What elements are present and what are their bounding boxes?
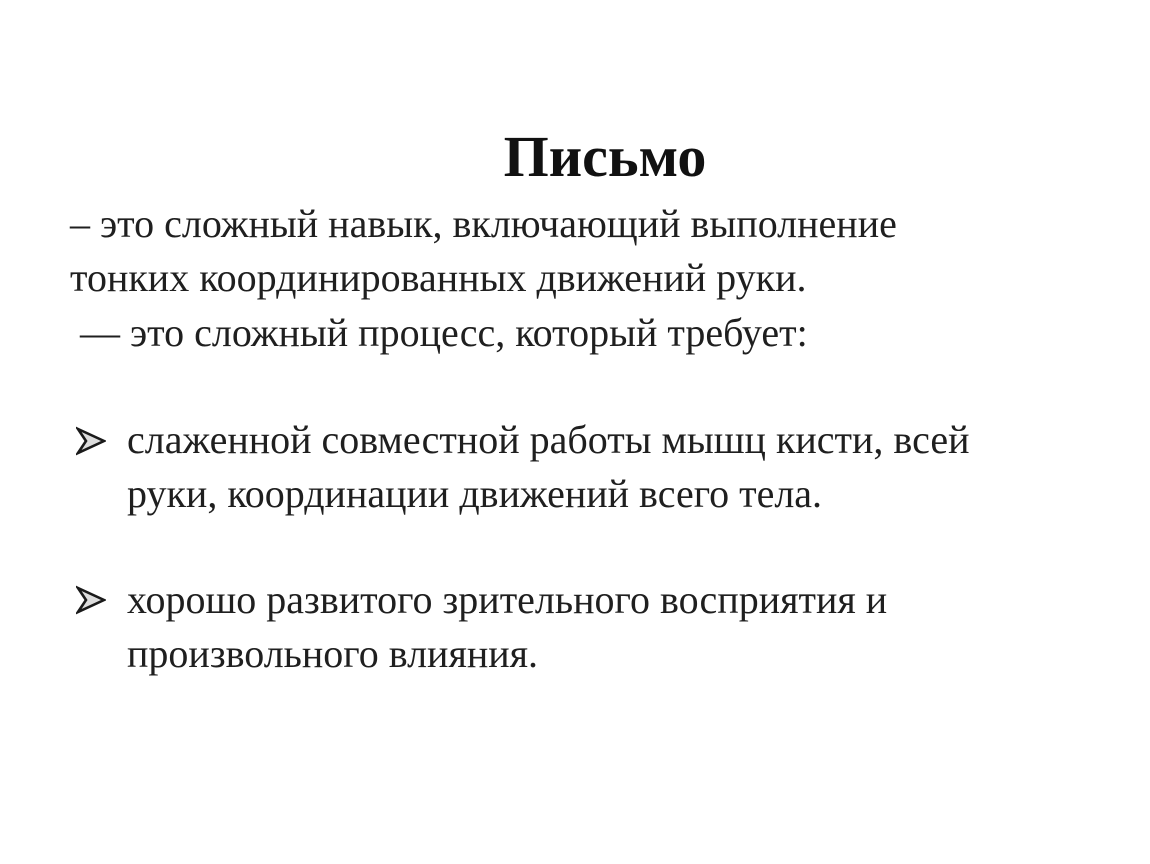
definition-line-2: тонких координированных движений руки. — [70, 255, 807, 300]
bullet-text-line: руки, координации движений всего тела. — [127, 471, 823, 516]
bullet-text-line: слаженной совместной работы мышц кисти, всей — [127, 417, 970, 462]
definition-line-1: – это сложный навык, включающий выполнение — [70, 201, 897, 246]
bullet-text-line: хорошо развитого зрительного восприятия и — [127, 577, 888, 622]
slide-title: Письмо — [503, 124, 707, 189]
arrowhead-bullet-icon — [76, 426, 106, 456]
bullet-text-line: произвольного влияния. — [127, 631, 539, 676]
arrowhead-bullet-icon — [76, 585, 106, 615]
definition-line-3: — это сложный процесс, который требует: — [70, 310, 808, 355]
